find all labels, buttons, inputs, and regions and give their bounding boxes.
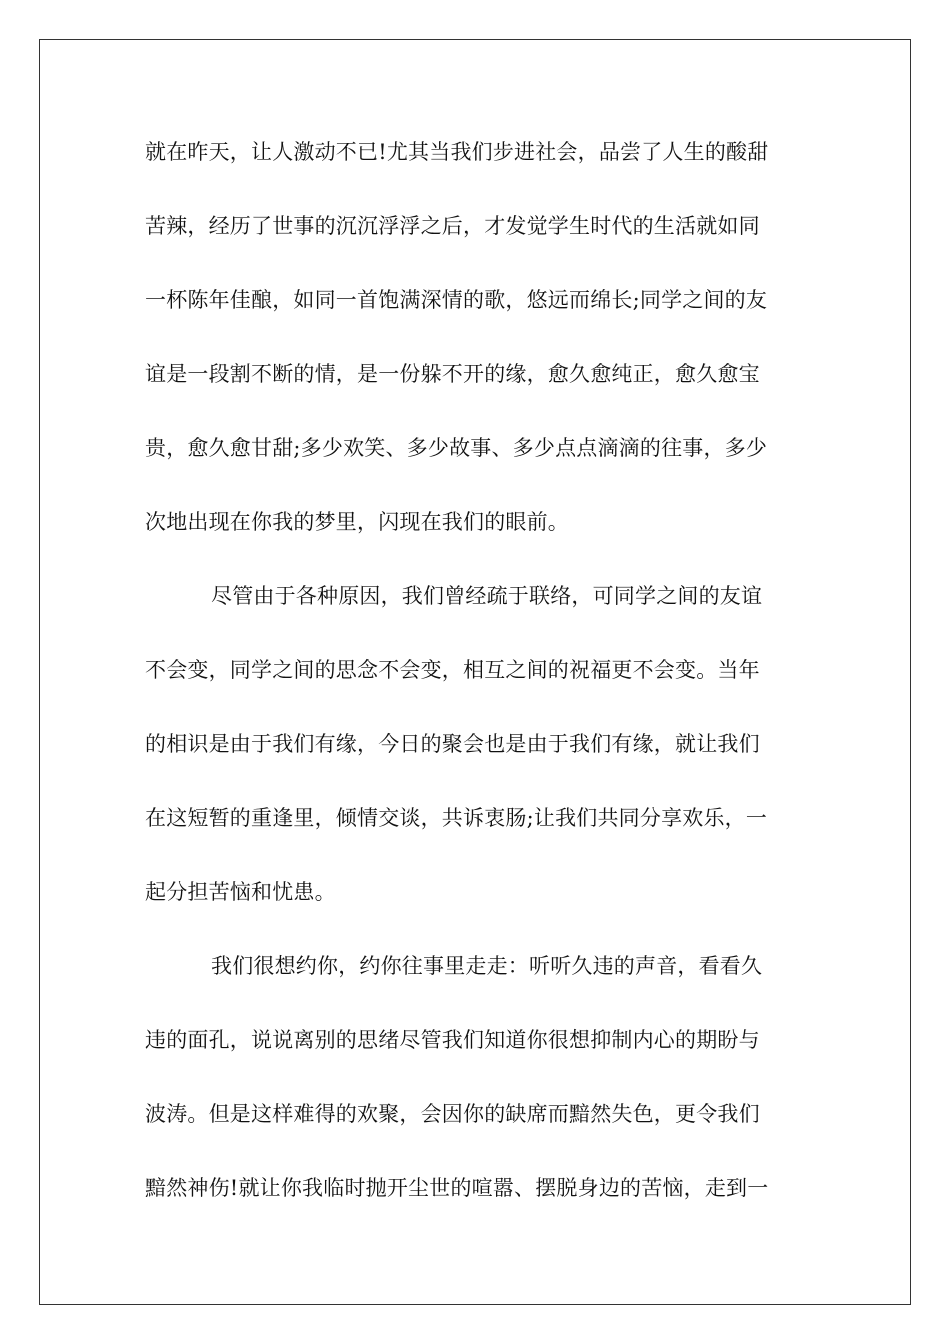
text-line: 谊是一段割不断的情，是一份躲不开的缘，愈久愈纯正，愈久愈宝 bbox=[145, 362, 760, 386]
paragraph-first-line: 尽管由于各种原因，我们曾经疏于联络，可同学之间的友谊 bbox=[211, 584, 763, 608]
text-line: 苦辣，经历了世事的沉沉浮浮之后，才发觉学生时代的生活就如同 bbox=[145, 214, 760, 238]
text-line: 违的面孔，说说离别的思绪尽管我们知道你很想抑制内心的期盼与 bbox=[145, 1028, 760, 1052]
text-line: 的相识是由于我们有缘，今日的聚会也是由于我们有缘，就让我们 bbox=[145, 732, 760, 756]
paragraph-first-line: 我们很想约你，约你往事里走走：听听久违的声音，看看久 bbox=[211, 954, 763, 978]
text-line: 黯然神伤!就让你我临时抛开尘世的喧嚣、摆脱身边的苦恼，走到一 bbox=[145, 1176, 769, 1200]
text-line: 在这短暂的重逢里，倾情交谈，共诉衷肠;让我们共同分享欢乐，一 bbox=[145, 806, 768, 830]
text-line: 波涛。但是这样难得的欢聚，会因你的缺席而黯然失色，更令我们 bbox=[145, 1102, 760, 1126]
text-line: 就在昨天，让人激动不已!尤其当我们步进社会，品尝了人生的酸甜 bbox=[145, 140, 769, 164]
text-line: 起分担苦恼和忧患。 bbox=[145, 880, 336, 904]
text-line: 贵，愈久愈甘甜;多少欢笑、多少故事、多少点点滴滴的往事，多少 bbox=[145, 436, 768, 460]
text-line: 次地出现在你我的梦里，闪现在我们的眼前。 bbox=[145, 510, 569, 534]
text-line: 不会变，同学之间的思念不会变，相互之间的祝福更不会变。当年 bbox=[145, 658, 760, 682]
text-line: 一杯陈年佳酿，如同一首饱满深情的歌，悠远而绵长;同学之间的友 bbox=[145, 288, 768, 312]
